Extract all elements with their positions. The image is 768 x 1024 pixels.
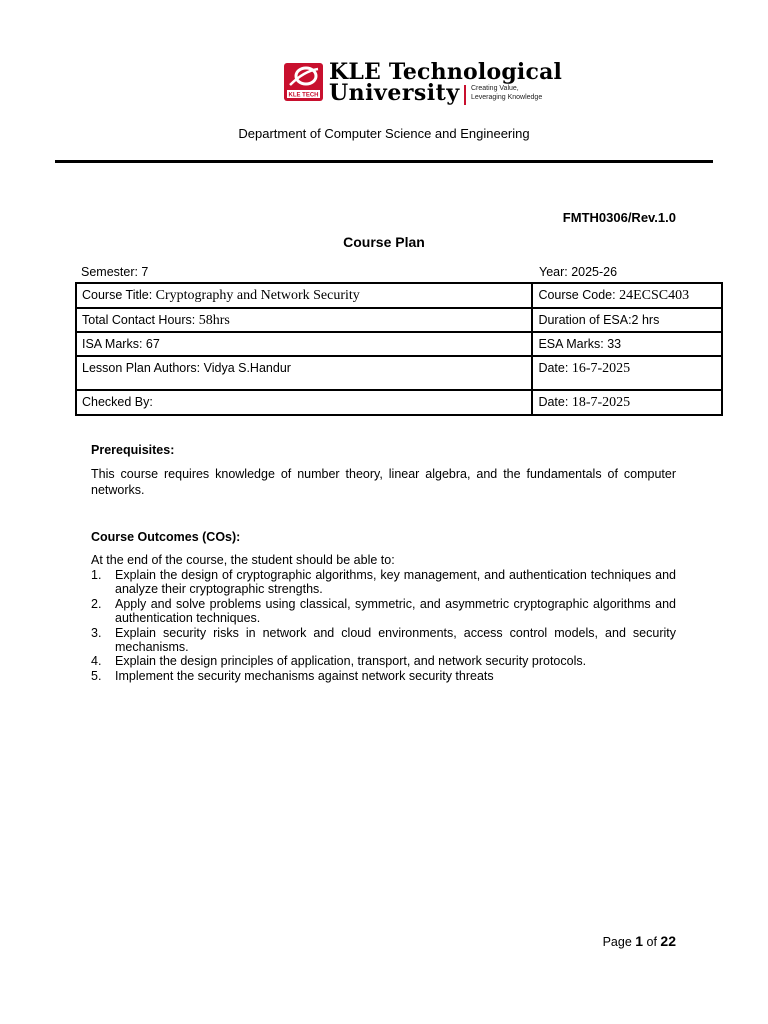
date-cell-1 (532, 356, 722, 390)
esa-duration-cell: Duration of ESA:2 hrs (532, 308, 722, 332)
list-item (91, 597, 676, 626)
university-logo (284, 59, 574, 108)
course-title-label: Course Title: (82, 288, 156, 302)
course-outcomes-heading: Course Outcomes (COs): (91, 530, 241, 544)
co-text: Implement the security mechanisms against network security threats (115, 668, 494, 683)
header-rule (55, 160, 713, 163)
page-title: Course Plan (343, 234, 425, 250)
page-current: 1 (635, 933, 644, 949)
checked-by-cell: Checked By: (76, 390, 532, 415)
course-title-value: Cryptography and Network Security (155, 288, 360, 303)
co-number: 4. (91, 654, 102, 669)
course-outcomes-list (91, 568, 676, 683)
table-row (76, 283, 722, 308)
list-item (91, 654, 676, 668)
contact-hours-cell (76, 308, 532, 332)
contact-hours-value: 58hrs (198, 313, 230, 328)
authors-cell: Lesson Plan Authors: Vidya S.Handur (76, 356, 532, 390)
course-outcomes-intro: At the end of the course, the student should be able to: (91, 553, 395, 567)
page-number (603, 933, 676, 949)
logo-badge-text: KLE TECH (288, 92, 319, 99)
logo-divider (464, 85, 466, 105)
department-name: Department of Computer Science and Engineering (238, 126, 530, 141)
course-code-value: 24ECSC403 (619, 288, 690, 303)
page-total: 22 (660, 933, 676, 949)
list-item (91, 626, 676, 655)
list-item (91, 568, 676, 597)
course-title-cell (76, 283, 532, 308)
logo-tagline (471, 84, 542, 102)
kle-logo-icon (284, 63, 323, 101)
page-label: Page (602, 935, 636, 949)
logo-tagline-2: Leveraging Knowledge (471, 94, 543, 101)
logo-name-line1: KLE Technological (329, 59, 563, 85)
co-text: Explain the design principles of application, transport, and network security protocols. (115, 654, 587, 669)
document-code: FMTH0306/Rev.1.0 (562, 210, 676, 225)
prerequisites-text: This course requires knowledge of number theory, linear algebra, and the fundamentals of computer networks. (91, 467, 676, 497)
table-row (76, 308, 722, 332)
date2-value: 18-7-2025 (571, 395, 631, 410)
semester: Semester: 7 (81, 265, 149, 279)
co-number: 1. (91, 568, 102, 582)
prerequisites-heading: Prerequisites: (91, 443, 175, 457)
logo-name-line2: University (329, 80, 460, 106)
date-cell-2 (532, 390, 722, 415)
contact-hours-label: Total Contact Hours: (82, 313, 199, 327)
esa-marks-cell: ESA Marks: 33 (532, 332, 722, 356)
co-text: Apply and solve problems using classical, symmetric, and asymmetric cryptographic algorithms and authentication techniques. (115, 596, 676, 626)
course-code-label: Course Code: (538, 288, 620, 302)
logo-tagline-1: Creating Value, (471, 85, 519, 92)
list-item (91, 669, 676, 683)
page-of: of (643, 935, 661, 949)
table-row (76, 356, 722, 390)
table-row (76, 332, 722, 356)
date1-value: 16-7-2025 (571, 361, 631, 376)
course-info-table (75, 282, 723, 416)
date1-label: Date: (538, 361, 572, 375)
co-text: Explain security risks in network and cloud environments, access control models, and security mechanisms. (115, 625, 676, 655)
co-number: 3. (91, 625, 102, 640)
date2-label: Date: (538, 395, 572, 409)
academic-year: Year: 2025-26 (539, 265, 618, 279)
co-number: 2. (91, 596, 102, 611)
co-number: 5. (91, 668, 102, 683)
isa-marks-cell: ISA Marks: 67 (76, 332, 532, 356)
co-text: Explain the design of cryptographic algorithms, key management, and authentication techniques and analyze their cryptographic strengths. (115, 568, 676, 597)
course-code-cell (532, 283, 722, 308)
table-row (76, 390, 722, 415)
